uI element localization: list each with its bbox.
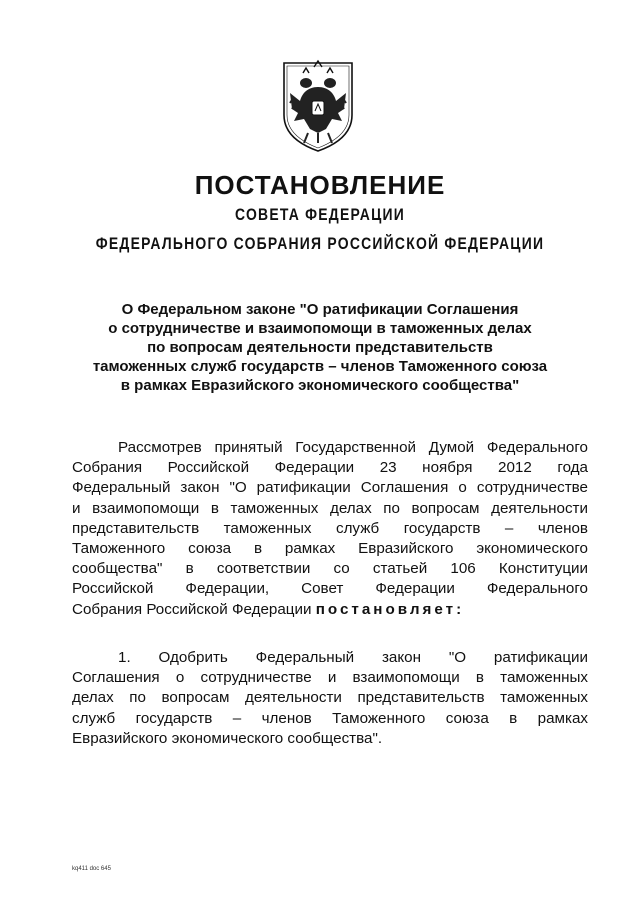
subject-line: в рамках Евразийского экономического сообщества" [120,377,520,394]
emblem [268,57,368,155]
text-line: представительств таможенных служб государств – членов [72,519,588,537]
text-fragment: Собрания Российской Федерации [72,600,316,618]
text-line: Соглашения о сотрудничестве и взаимопомощи в таможенных [72,669,588,687]
text-line: Федеральный закон "О ратификации Соглашения о сотрудничестве [72,479,588,497]
preamble-paragraph [72,438,588,620]
text-line: Евразийского экономического сообщества". [72,729,383,747]
subject-line: О Федеральном законе "О ратификации Соглашения [121,301,519,318]
subject-line: по вопросам деятельности представительств [147,339,493,356]
document-code: kq411 doc 645 [72,866,111,872]
resolution-item-1 [72,648,588,749]
issuer-line-2: ФЕДЕРАЛЬНОГО СОБРАНИЯ РОССИЙСКОЙ ФЕДЕРАЦИИ [95,234,545,253]
text-line: и взаимопомощи в таможенных делах по вопросам деятельности [72,499,588,517]
text-line: служб государств – членов Таможенного союза в рамках [72,709,588,727]
resolves-keyword: постановляет: [315,600,465,618]
subject-line: о сотрудничестве и взаимопомощи в таможенных делах [108,320,532,337]
text-line: Российской Федерации, Совет Федерации Федерального [72,580,588,598]
resolution-subject [70,300,570,395]
text-line [72,600,588,620]
text-line: делах по вопросам деятельности представительств таможенных [72,689,588,707]
double-headed-eagle-emblem-icon [268,57,368,155]
text-line: Таможенного союза в рамках Евразийского экономического [72,540,588,558]
text-line: 1. Одобрить Федеральный закон "О ратификации [118,649,588,666]
subject-line: таможенных служб государств – членов Таможенного союза [92,358,548,375]
text-line: Рассмотрев принятый Государственной Думой Федерального [118,439,588,456]
text-line: Собрания Российской Федерации 23 ноября 2012 года [72,459,588,477]
issuer-line-1: СОВЕТА ФЕДЕРАЦИИ [235,205,405,224]
document-title: ПОСТАНОВЛЕНИЕ [194,170,446,200]
text-line: сообщества" в соответствии со статьей 106 Конституции [72,560,588,578]
